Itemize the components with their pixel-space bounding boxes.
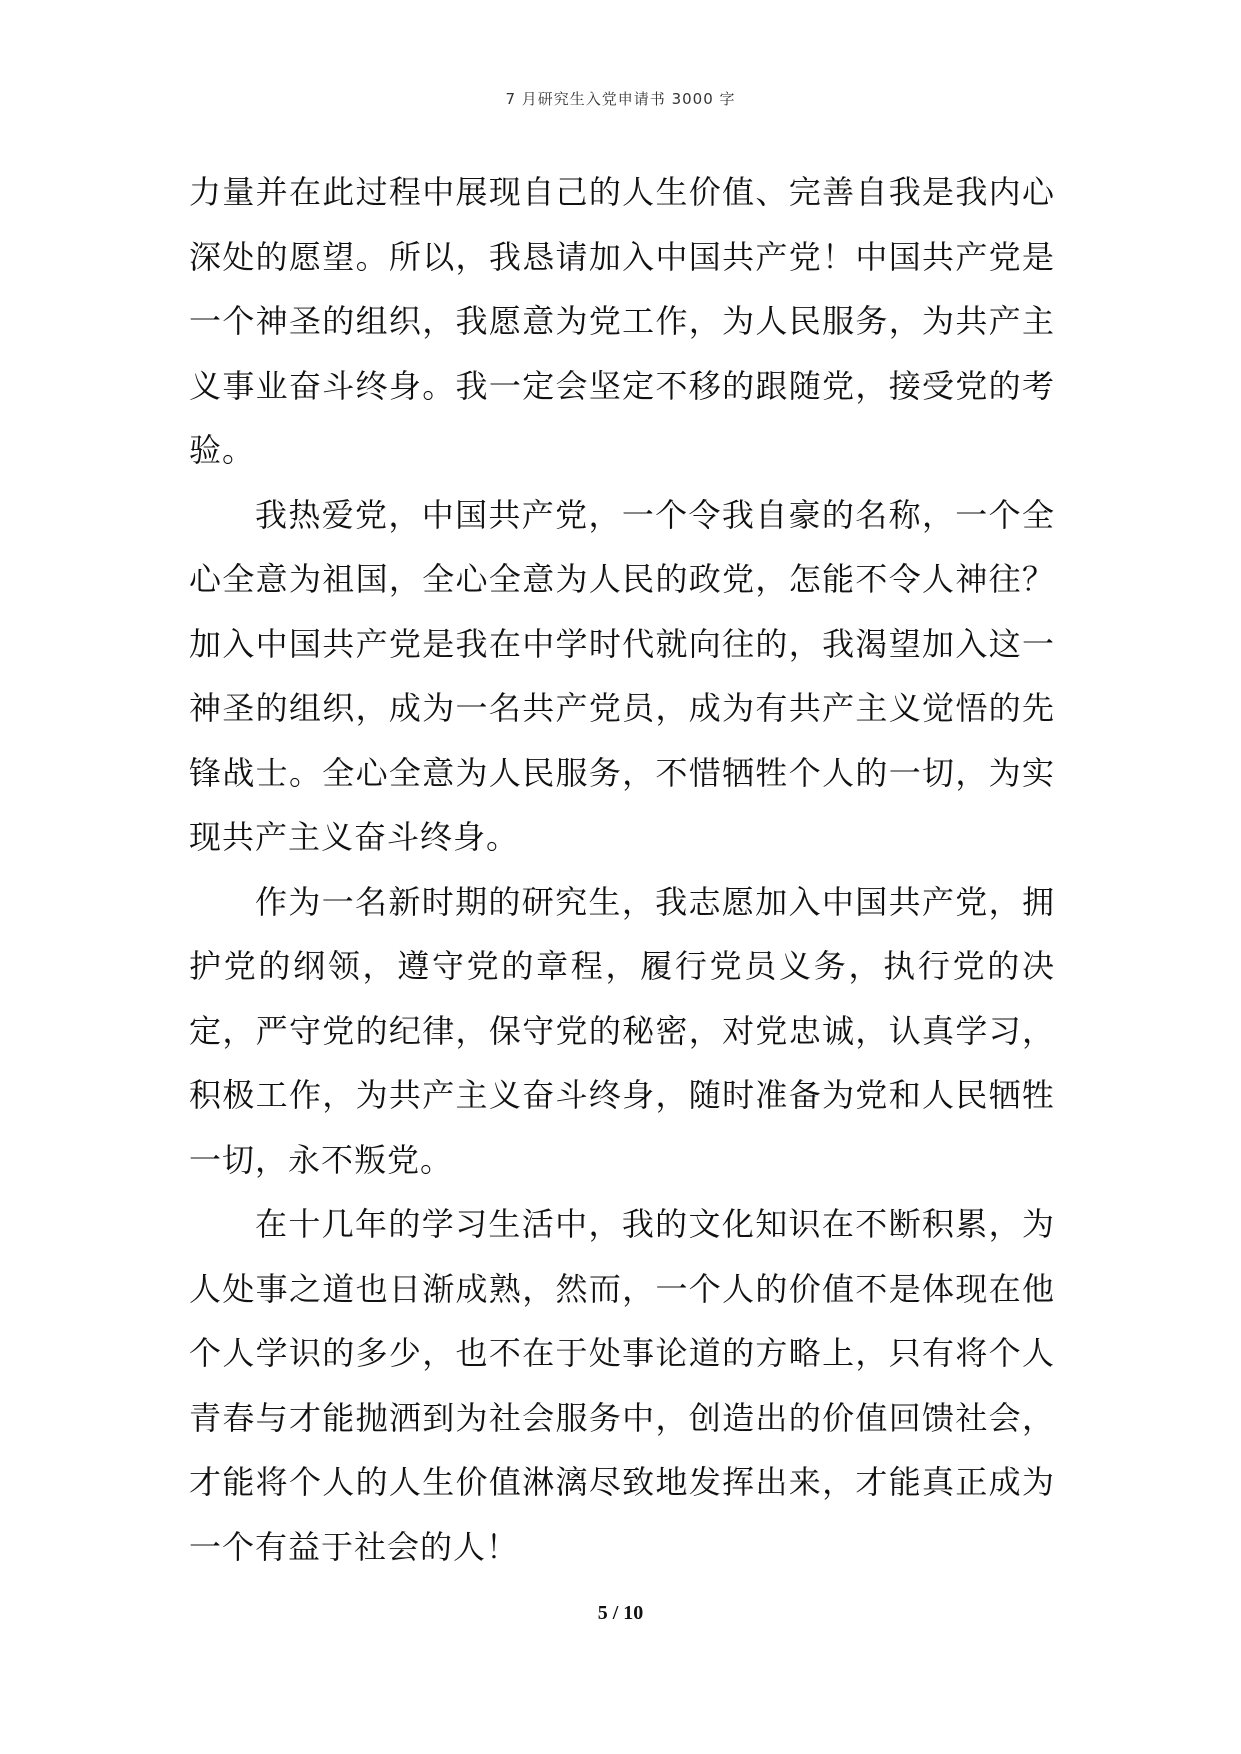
- document-body: [189, 160, 1055, 1579]
- paragraph-personal-value: 在十几年的学习生活中，我的文化知识在不断积累，为人处事之道也日渐成熟，然而，一个人的价值不是体现在他个人学识的多少，也不在于处事论道的方略上，只有将个人青春与才能抛洒到为社会服务中，创造出的价值回馈社会，才能将个人的人生价值淋漓尽致地发挥出来，才能真正成为一个有益于社会的人！: [189, 1205, 1055, 1566]
- page-number: 5 / 10: [597, 1602, 644, 1624]
- paragraph-volunteer-pledge: 作为一名新时期的研究生，我志愿加入中国共产党，拥护党的纲领，遵守党的章程，履行党员义务，执行党的决定，严守党的纪律，保守党的秘密，对党忠诚，认真学习，积极工作，为共产主义奋斗终身，随时准备为党和人民牺牲一切，永不叛党。: [189, 882, 1055, 1179]
- page-header-title: 7 月研究生入党申请书 3000 字: [505, 90, 736, 108]
- paragraph-continuation: 力量并在此过程中展现自己的人生价值、完善自我是我内心深处的愿望。所以，我恳请加入中国共产党！中国共产党是一个神圣的组织，我愿意为党工作，为人民服务，为共产主义事业奋斗终身。我一定会坚定不移的跟随党，接受党的考验。: [189, 173, 1055, 469]
- paragraph-love-party: 我热爱党，中国共产党，一个令我自豪的名称，一个全心全意为祖国，全心全意为人民的政党，怎能不令人神往？加入中国共产党是我在中学时代就向往的，我渴望加入这一神圣的组织，成为一名共产党员，成为有共产主义觉悟的先锋战士。全心全意为人民服务，不惜牺牲个人的一切，为实现共产主义奋斗终身。: [189, 495, 1055, 856]
